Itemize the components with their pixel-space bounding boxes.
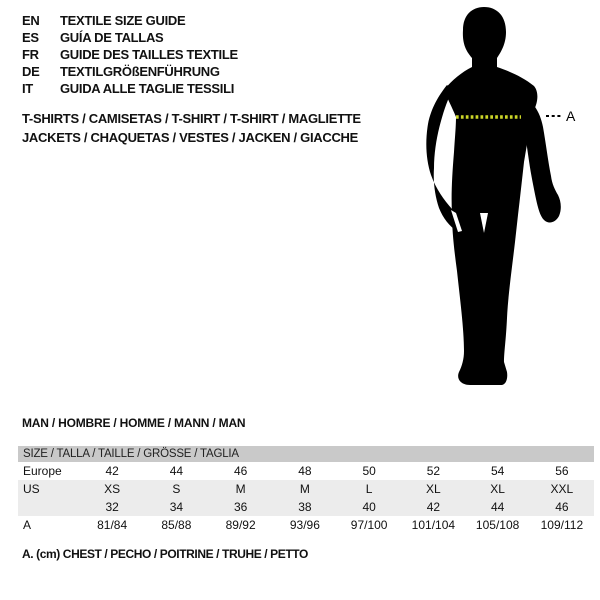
- size-value-cell: XL: [426, 482, 441, 496]
- size-value-cell: 85/88: [161, 518, 192, 532]
- language-title: TEXTILGRÖßENFÜHRUNG: [60, 64, 220, 79]
- size-value-cell: XS: [104, 482, 121, 496]
- size-table-header: SIZE / TALLA / TAILLE / GRÖSSE / TAGLIA: [18, 446, 594, 462]
- size-table-rows: [18, 462, 594, 534]
- size-value-cell: 44: [169, 464, 184, 478]
- size-value-cell: 52: [426, 464, 441, 478]
- size-value-cell: S: [172, 482, 181, 496]
- silhouette-body: [444, 7, 537, 385]
- size-value-cell: M: [235, 482, 246, 496]
- size-value-cell: 48: [298, 464, 312, 478]
- language-code: ES: [22, 30, 39, 45]
- size-table: [18, 446, 594, 534]
- size-value-cell: 46: [555, 500, 569, 514]
- language-code: EN: [22, 13, 40, 28]
- row-label: A: [23, 518, 32, 532]
- size-table-row: [18, 462, 594, 480]
- size-value-cell: L: [365, 482, 373, 496]
- size-value-cell: 89/92: [225, 518, 256, 532]
- row-label: Europe: [23, 464, 62, 478]
- size-table-row: [18, 516, 594, 534]
- size-value-cell: 46: [233, 464, 248, 478]
- row-label: [18, 498, 80, 516]
- language-title: GUIDE DES TAILLES TEXTILE: [60, 47, 238, 62]
- size-value-cell: 109/112: [540, 518, 584, 532]
- language-code: FR: [22, 47, 39, 62]
- size-value-cell: 101/104: [411, 518, 456, 532]
- size-value-cell: 50: [362, 464, 376, 478]
- size-value-cell: 56: [555, 464, 569, 478]
- size-table-row: [18, 498, 594, 516]
- size-value-cell: 105/108: [475, 518, 520, 532]
- language-code: IT: [22, 81, 33, 96]
- size-value-cell: 42: [426, 500, 441, 514]
- language-code: DE: [22, 64, 40, 79]
- measurement-footnote: A. (cm) CHEST / PECHO / POITRINE / TRUHE / PETTO: [22, 547, 308, 561]
- size-value-cell: 32: [105, 500, 119, 514]
- size-table-row: [18, 480, 594, 498]
- size-value-cell: 38: [298, 500, 312, 514]
- size-value-cell: 36: [233, 500, 248, 514]
- size-value-cell: 34: [169, 500, 184, 514]
- size-value-cell: 42: [105, 464, 119, 478]
- language-title: GUÍA DE TALLAS: [60, 30, 164, 45]
- size-value-cell: 40: [362, 500, 376, 514]
- category-tshirts: T-SHIRTS / CAMISETAS / T-SHIRT / T-SHIRT / MAGLIETTE: [22, 111, 361, 126]
- row-label: US: [23, 482, 40, 496]
- section-title-man: MAN / HOMBRE / HOMME / MANN / MAN: [22, 416, 246, 430]
- language-title: GUIDA ALLE TAGLIE TESSILI: [60, 81, 235, 96]
- size-value-cell: 54: [490, 464, 505, 478]
- measure-label-a: A: [566, 108, 576, 124]
- size-value-cell: 97/100: [350, 518, 388, 532]
- size-value-cell: M: [299, 482, 310, 496]
- size-value-cell: XL: [490, 482, 505, 496]
- size-value-cell: 44: [490, 500, 505, 514]
- size-value-cell: XXL: [550, 482, 574, 496]
- size-value-cell: 93/96: [289, 518, 320, 532]
- language-title: TEXTILE SIZE GUIDE: [60, 13, 186, 28]
- size-value-cell: 81/84: [97, 518, 128, 532]
- category-jackets: JACKETS / CHAQUETAS / VESTES / JACKEN / GIACCHE: [22, 130, 358, 145]
